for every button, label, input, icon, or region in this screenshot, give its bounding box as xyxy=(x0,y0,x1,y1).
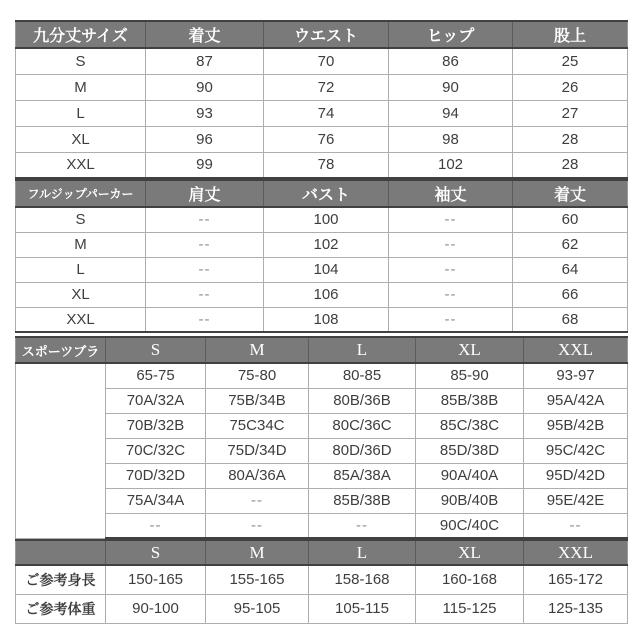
data-cell: 98 xyxy=(389,126,513,152)
column-header: L xyxy=(309,337,416,363)
table-row xyxy=(16,74,628,100)
section-label xyxy=(16,540,106,565)
data-cell: -- xyxy=(146,307,264,332)
row-label: ご参考体重 xyxy=(16,594,106,623)
data-cell: 66 xyxy=(513,282,628,307)
data-cell: 72 xyxy=(264,74,389,100)
data-cell: 62 xyxy=(513,232,628,257)
data-cell: 76 xyxy=(264,126,389,152)
data-cell: 70A/32A xyxy=(106,388,206,413)
data-cell: 95A/42A xyxy=(524,388,628,413)
table-row xyxy=(16,48,628,74)
section-label: フルジップパーカー xyxy=(16,180,146,207)
data-cell: 25 xyxy=(513,48,628,74)
data-cell: 80A/36A xyxy=(206,463,309,488)
data-cell: 26 xyxy=(513,74,628,100)
data-cell: -- xyxy=(146,257,264,282)
row-label: M xyxy=(16,232,146,257)
data-cell: -- xyxy=(389,282,513,307)
column-header: XL xyxy=(416,540,524,565)
data-cell: 75-80 xyxy=(206,363,309,388)
data-cell: -- xyxy=(389,207,513,232)
column-header: 着丈 xyxy=(513,180,628,207)
table-row xyxy=(16,565,628,594)
data-cell: 95B/42B xyxy=(524,413,628,438)
data-cell: 108 xyxy=(264,307,389,332)
data-cell: 104 xyxy=(264,257,389,282)
data-cell: 95-105 xyxy=(206,594,309,623)
data-cell: 102 xyxy=(389,152,513,178)
data-cell: 64 xyxy=(513,257,628,282)
data-cell: 105-115 xyxy=(309,594,416,623)
data-cell: 75D/34D xyxy=(206,438,309,463)
row-label: M xyxy=(16,74,146,100)
table-full-zip-hoodie xyxy=(15,179,628,333)
data-cell: 85B/38B xyxy=(416,388,524,413)
data-cell: 80B/36B xyxy=(309,388,416,413)
header-row xyxy=(16,21,628,48)
row-label: L xyxy=(16,257,146,282)
column-header: ウエスト xyxy=(264,21,389,48)
data-cell: 86 xyxy=(389,48,513,74)
data-cell: -- xyxy=(389,307,513,332)
column-header: XXL xyxy=(524,337,628,363)
row-label: L xyxy=(16,100,146,126)
data-cell: 80C/36C xyxy=(309,413,416,438)
data-cell: 80-85 xyxy=(309,363,416,388)
column-header: バスト xyxy=(264,180,389,207)
section-label: 九分丈サイズ xyxy=(16,21,146,48)
data-cell: 85C/38C xyxy=(416,413,524,438)
table-row xyxy=(16,363,628,388)
data-cell: 93 xyxy=(146,100,264,126)
table-row xyxy=(16,232,628,257)
table-row xyxy=(16,257,628,282)
table-row xyxy=(16,100,628,126)
data-cell: 125-135 xyxy=(524,594,628,623)
row-label: XL xyxy=(16,282,146,307)
row-label: XXL xyxy=(16,152,146,178)
column-header: 肩丈 xyxy=(146,180,264,207)
table-row xyxy=(16,207,628,232)
data-cell: 94 xyxy=(389,100,513,126)
data-cell: 28 xyxy=(513,126,628,152)
data-cell: 65-75 xyxy=(106,363,206,388)
data-cell: -- xyxy=(309,513,416,538)
data-cell: -- xyxy=(146,232,264,257)
table-row xyxy=(16,388,628,413)
data-cell: -- xyxy=(206,513,309,538)
data-cell: 102 xyxy=(264,232,389,257)
data-cell: 27 xyxy=(513,100,628,126)
data-cell: 90 xyxy=(389,74,513,100)
table-row xyxy=(16,488,628,513)
table-row xyxy=(16,594,628,623)
data-cell: -- xyxy=(389,257,513,282)
data-cell: 85A/38A xyxy=(309,463,416,488)
data-cell: 90-100 xyxy=(106,594,206,623)
column-header: M xyxy=(206,337,309,363)
table-row xyxy=(16,513,628,538)
column-header: 着丈 xyxy=(146,21,264,48)
column-header: S xyxy=(106,337,206,363)
data-cell: 100 xyxy=(264,207,389,232)
column-header: ヒップ xyxy=(389,21,513,48)
table-row xyxy=(16,126,628,152)
table-row xyxy=(16,152,628,178)
data-cell: 93-97 xyxy=(524,363,628,388)
size-chart xyxy=(15,20,627,624)
data-cell: 70C/32C xyxy=(106,438,206,463)
data-cell: 106 xyxy=(264,282,389,307)
column-header: M xyxy=(206,540,309,565)
data-cell: 165-172 xyxy=(524,565,628,594)
data-cell: 75B/34B xyxy=(206,388,309,413)
column-header: XXL xyxy=(524,540,628,565)
column-header: L xyxy=(309,540,416,565)
data-cell: 155-165 xyxy=(206,565,309,594)
data-cell: 95E/42E xyxy=(524,488,628,513)
data-cell: 95C/42C xyxy=(524,438,628,463)
data-cell: 85B/38B xyxy=(309,488,416,513)
data-cell: 70D/32D xyxy=(106,463,206,488)
data-cell: 75A/34A xyxy=(106,488,206,513)
data-cell: 96 xyxy=(146,126,264,152)
row-label: XL xyxy=(16,126,146,152)
data-cell: 90A/40A xyxy=(416,463,524,488)
data-cell: 70B/32B xyxy=(106,413,206,438)
column-header: S xyxy=(106,540,206,565)
data-cell: 158-168 xyxy=(309,565,416,594)
table-sports-bra xyxy=(15,336,628,539)
row-label: XXL xyxy=(16,307,146,332)
data-cell: 85D/38D xyxy=(416,438,524,463)
column-header: 股上 xyxy=(513,21,628,48)
data-cell: -- xyxy=(146,282,264,307)
table-row xyxy=(16,438,628,463)
data-cell: -- xyxy=(106,513,206,538)
data-cell: 160-168 xyxy=(416,565,524,594)
data-cell: 87 xyxy=(146,48,264,74)
table-row xyxy=(16,307,628,332)
table-reference xyxy=(15,539,628,624)
data-cell: 90 xyxy=(146,74,264,100)
section-label: スポーツブラ xyxy=(16,337,106,363)
data-cell: 75C34C xyxy=(206,413,309,438)
data-cell: -- xyxy=(389,232,513,257)
data-cell: 99 xyxy=(146,152,264,178)
table-row xyxy=(16,413,628,438)
header-row xyxy=(16,540,628,565)
data-cell: 78 xyxy=(264,152,389,178)
merged-empty-label-cell xyxy=(16,363,106,538)
table-row xyxy=(16,282,628,307)
data-cell: 90C/40C xyxy=(416,513,524,538)
data-cell: 85-90 xyxy=(416,363,524,388)
data-cell: -- xyxy=(206,488,309,513)
data-cell: 74 xyxy=(264,100,389,126)
data-cell: -- xyxy=(524,513,628,538)
row-label: S xyxy=(16,207,146,232)
column-header: 袖丈 xyxy=(389,180,513,207)
data-cell: 115-125 xyxy=(416,594,524,623)
header-row xyxy=(16,180,628,207)
data-cell: 150-165 xyxy=(106,565,206,594)
column-header: XL xyxy=(416,337,524,363)
table-ninth-length-size xyxy=(15,20,628,179)
data-cell: 80D/36D xyxy=(309,438,416,463)
header-row xyxy=(16,337,628,363)
data-cell: 95D/42D xyxy=(524,463,628,488)
data-cell: 60 xyxy=(513,207,628,232)
data-cell: 90B/40B xyxy=(416,488,524,513)
data-cell: 68 xyxy=(513,307,628,332)
data-cell: 70 xyxy=(264,48,389,74)
data-cell: -- xyxy=(146,207,264,232)
table-row xyxy=(16,463,628,488)
row-label: S xyxy=(16,48,146,74)
row-label: ご参考身長 xyxy=(16,565,106,594)
data-cell: 28 xyxy=(513,152,628,178)
